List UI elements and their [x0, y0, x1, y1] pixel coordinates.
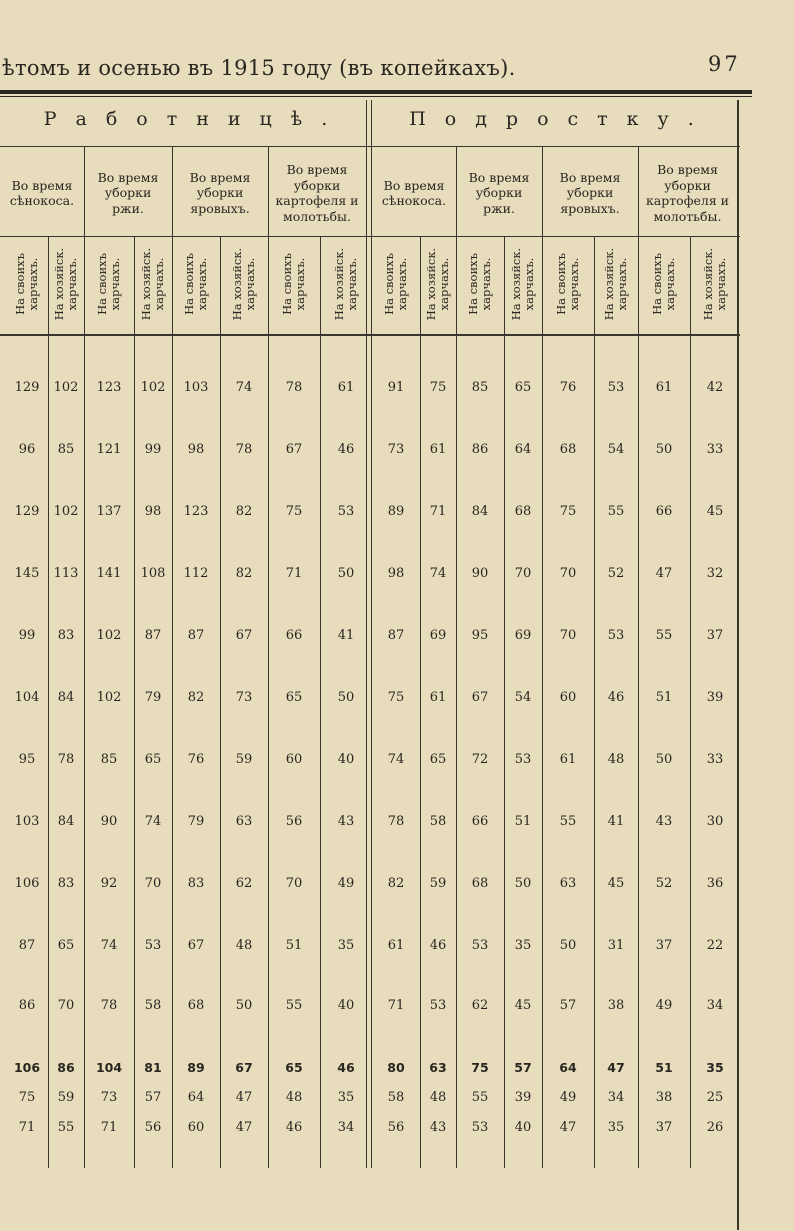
- table-cell: 108: [140, 566, 166, 581]
- summary-cell: 47: [235, 1120, 253, 1135]
- summary-cell: 57: [144, 1090, 162, 1105]
- subheader-host-board: [220, 236, 268, 332]
- table-cell: 59: [235, 752, 253, 767]
- summary-cell: 34: [607, 1090, 625, 1105]
- average-cell: 75: [471, 1060, 489, 1075]
- table-cell: 40: [337, 752, 355, 767]
- summary-cell: 59: [57, 1090, 75, 1105]
- page-title: ѣтомъ и осенью въ 1915 году (въ копейкахъ).: [2, 56, 516, 80]
- table-cell: 86: [471, 442, 489, 457]
- table-cell: 87: [387, 628, 405, 643]
- table-cell: 30: [706, 814, 724, 829]
- summary-cell: 71: [100, 1120, 118, 1135]
- average-cell: 51: [655, 1060, 673, 1075]
- table-cell: 79: [187, 814, 205, 829]
- table-cell: 83: [57, 876, 75, 891]
- table-cell: 37: [655, 938, 673, 953]
- table-cell: 57: [559, 998, 577, 1013]
- period-header: Во время уборки яровыхъ.: [559, 169, 621, 216]
- table-cell: 78: [100, 998, 118, 1013]
- table-cell: 46: [607, 690, 625, 705]
- table-cell: 82: [235, 504, 253, 519]
- table-cell: 66: [655, 504, 673, 519]
- summary-cell: 58: [387, 1090, 405, 1105]
- subheader-label: На хозяйск. харчахъ.: [602, 247, 629, 321]
- table-cell: 62: [471, 998, 489, 1013]
- average-cell: 104: [95, 1060, 123, 1075]
- summary-cell: 55: [57, 1120, 75, 1135]
- table-cell: 61: [429, 690, 447, 705]
- table-cell: 51: [285, 938, 303, 953]
- table-cell: 67: [471, 690, 489, 705]
- table-cell: 38: [607, 998, 625, 1013]
- table-cell: 78: [235, 442, 253, 457]
- summary-cell: 60: [187, 1120, 205, 1135]
- table-cell: 47: [655, 566, 673, 581]
- subheader-label: На своихъ харчахъ.: [280, 253, 307, 315]
- table-cell: 65: [429, 752, 447, 767]
- table-cell: 32: [706, 566, 724, 581]
- table-cell: 75: [387, 690, 405, 705]
- subheader-label: На своихъ харчахъ.: [466, 253, 493, 315]
- table-cell: 37: [706, 628, 724, 643]
- header-bottom-rule: [0, 334, 740, 336]
- header-rule-thick: [0, 90, 752, 94]
- average-cell: 81: [144, 1060, 162, 1075]
- summary-cell: 55: [471, 1090, 489, 1105]
- subheader-own-board: [372, 236, 420, 332]
- table-cell: 74: [100, 938, 118, 953]
- table-cell: 71: [429, 504, 447, 519]
- table-cell: 74: [429, 566, 447, 581]
- summary-cell: 56: [144, 1120, 162, 1135]
- subheader-own-board: [172, 236, 220, 332]
- average-cell: 86: [57, 1060, 75, 1075]
- summary-cell: 47: [235, 1090, 253, 1105]
- table-cell: 48: [607, 752, 625, 767]
- subheader-own-board: [456, 236, 504, 332]
- table-cell: 102: [53, 504, 79, 519]
- table-cell: 99: [144, 442, 162, 457]
- table-cell: 70: [559, 566, 577, 581]
- summary-cell: 71: [18, 1120, 36, 1135]
- table-cell: 65: [144, 752, 162, 767]
- table-cell: 56: [285, 814, 303, 829]
- summary-cell: 37: [655, 1120, 673, 1135]
- table-cell: 141: [96, 566, 122, 581]
- table-cell: 71: [285, 566, 303, 581]
- table-cell: 53: [337, 504, 355, 519]
- subheader-own-board: [268, 236, 320, 332]
- table-cell: 68: [559, 442, 577, 457]
- summary-cell: 49: [559, 1090, 577, 1105]
- summary-cell: 48: [285, 1090, 303, 1105]
- table-cell: 84: [57, 690, 75, 705]
- summary-cell: 35: [337, 1090, 355, 1105]
- page-number: 97: [708, 52, 741, 76]
- table-cell: 66: [285, 628, 303, 643]
- subheader-label: На хозяйск. харчахъ.: [52, 247, 79, 321]
- table-cell: 113: [53, 566, 79, 581]
- table-cell: 35: [337, 938, 355, 953]
- table-cell: 52: [655, 876, 673, 891]
- table-cell: 58: [429, 814, 447, 829]
- table-cell: 50: [655, 752, 673, 767]
- table-cell: 99: [18, 628, 36, 643]
- table-cell: 73: [235, 690, 253, 705]
- table-cell: 50: [514, 876, 532, 891]
- table-cell: 85: [57, 442, 75, 457]
- summary-cell: 75: [18, 1090, 36, 1105]
- table-cell: 83: [57, 628, 75, 643]
- average-cell: 46: [337, 1060, 355, 1075]
- summary-cell: 48: [429, 1090, 447, 1105]
- table-cell: 112: [183, 566, 209, 581]
- table-cell: 87: [187, 628, 205, 643]
- table-cell: 54: [607, 442, 625, 457]
- summary-cell: 25: [706, 1090, 724, 1105]
- average-cell: 35: [706, 1060, 724, 1075]
- table-cell: 41: [337, 628, 355, 643]
- subheader-label: На своихъ харчахъ.: [382, 253, 409, 315]
- summary-cell: 64: [187, 1090, 205, 1105]
- table-cell: 31: [607, 938, 625, 953]
- summary-cell: 34: [337, 1120, 355, 1135]
- table-cell: 35: [514, 938, 532, 953]
- table-cell: 74: [144, 814, 162, 829]
- table-cell: 71: [387, 998, 405, 1013]
- subheader-host-board: [594, 236, 638, 332]
- average-cell: 67: [235, 1060, 253, 1075]
- table-cell: 91: [387, 380, 405, 395]
- table-cell: 90: [471, 566, 489, 581]
- summary-cell: 46: [285, 1120, 303, 1135]
- table-cell: 75: [559, 504, 577, 519]
- table-cell: 50: [337, 690, 355, 705]
- average-cell: 64: [559, 1060, 577, 1075]
- table-cell: 102: [96, 628, 122, 643]
- table-cell: 84: [57, 814, 75, 829]
- table-cell: 73: [387, 442, 405, 457]
- subheader-own-board: [542, 236, 594, 332]
- table-cell: 63: [559, 876, 577, 891]
- table-cell: 46: [337, 442, 355, 457]
- period-rule: [0, 236, 740, 237]
- subheader-label: На своихъ харчахъ.: [182, 253, 209, 315]
- table-cell: 51: [655, 690, 673, 705]
- table-cell: 82: [235, 566, 253, 581]
- table-cell: 103: [14, 814, 40, 829]
- table-cell: 55: [655, 628, 673, 643]
- table-cell: 74: [235, 380, 253, 395]
- table-cell: 78: [285, 380, 303, 395]
- subheader-label: На хозяйск. харчахъ.: [701, 247, 728, 321]
- table-cell: 40: [337, 998, 355, 1013]
- subheader-host-board: [420, 236, 456, 332]
- group-title-women-workers: Работницѣ.: [43, 108, 347, 130]
- table-cell: 75: [285, 504, 303, 519]
- table-cell: 85: [471, 380, 489, 395]
- table-cell: 98: [387, 566, 405, 581]
- table-cell: 68: [514, 504, 532, 519]
- table-cell: 39: [706, 690, 724, 705]
- summary-cell: 53: [471, 1120, 489, 1135]
- table-cell: 98: [187, 442, 205, 457]
- subheader-host-board: [320, 236, 372, 332]
- table-cell: 79: [144, 690, 162, 705]
- table-cell: 53: [607, 380, 625, 395]
- table-cell: 62: [235, 876, 253, 891]
- table-cell: 75: [429, 380, 447, 395]
- table-cell: 83: [187, 876, 205, 891]
- table-cell: 43: [655, 814, 673, 829]
- table-cell: 65: [57, 938, 75, 953]
- table-cell: 74: [387, 752, 405, 767]
- summary-cell: 35: [607, 1120, 625, 1135]
- table-cell: 89: [387, 504, 405, 519]
- table-cell: 45: [514, 998, 532, 1013]
- table-cell: 61: [387, 938, 405, 953]
- table-cell: 85: [100, 752, 118, 767]
- subheader-label: На хозяйск. харчахъ.: [230, 247, 257, 321]
- table-cell: 69: [514, 628, 532, 643]
- subheader-host-board: [134, 236, 172, 332]
- table-cell: 48: [235, 938, 253, 953]
- summary-cell: 73: [100, 1090, 118, 1105]
- summary-cell: 39: [514, 1090, 532, 1105]
- subheader-label: На хозяйск. харчахъ.: [332, 247, 359, 321]
- table-cell: 50: [235, 998, 253, 1013]
- period-header: Во время уборки ржи.: [97, 169, 159, 216]
- table-cell: 55: [285, 998, 303, 1013]
- table-cell: 70: [57, 998, 75, 1013]
- table-cell: 49: [337, 876, 355, 891]
- subheader-label: На своихъ харчахъ.: [554, 253, 581, 315]
- table-cell: 45: [607, 876, 625, 891]
- subheader-own-board: [84, 236, 134, 332]
- table-cell: 66: [471, 814, 489, 829]
- subheader-label: На своихъ харчахъ.: [95, 253, 122, 315]
- table-cell: 61: [429, 442, 447, 457]
- table-cell: 78: [387, 814, 405, 829]
- average-cell: 65: [285, 1060, 303, 1075]
- summary-cell: 43: [429, 1120, 447, 1135]
- table-cell: 87: [18, 938, 36, 953]
- table-cell: 70: [559, 628, 577, 643]
- table-cell: 121: [96, 442, 122, 457]
- table-cell: 64: [514, 442, 532, 457]
- table-cell: 46: [429, 938, 447, 953]
- table-cell: 82: [187, 690, 205, 705]
- summary-cell: 47: [559, 1120, 577, 1135]
- average-cell: 106: [13, 1060, 41, 1075]
- period-header: Во время уборки картофеля и молотьбы.: [275, 162, 359, 224]
- table-cell: 50: [337, 566, 355, 581]
- subheader-label: На своихъ харчахъ.: [13, 253, 40, 315]
- table-cell: 53: [514, 752, 532, 767]
- table-cell: 92: [100, 876, 118, 891]
- table-cell: 129: [14, 380, 40, 395]
- table-cell: 63: [235, 814, 253, 829]
- table-cell: 68: [471, 876, 489, 891]
- table-cell: 61: [655, 380, 673, 395]
- table-cell: 59: [429, 876, 447, 891]
- table-cell: 65: [285, 690, 303, 705]
- header-rule-thin: [0, 96, 752, 97]
- group-title-adolescents: Подростку.: [409, 108, 713, 130]
- table-cell: 123: [183, 504, 209, 519]
- table-cell: 87: [144, 628, 162, 643]
- period-header: Во время сѣнокоса.: [381, 177, 447, 208]
- summary-cell: 26: [706, 1120, 724, 1135]
- table-cell: 70: [285, 876, 303, 891]
- table-cell: 42: [706, 380, 724, 395]
- table-cell: 51: [514, 814, 532, 829]
- table-cell: 103: [183, 380, 209, 395]
- table-cell: 70: [144, 876, 162, 891]
- subheader-own-board: [6, 236, 48, 332]
- table-cell: 33: [706, 442, 724, 457]
- table-cell: 67: [187, 938, 205, 953]
- table-cell: 106: [14, 876, 40, 891]
- table-cell: 70: [514, 566, 532, 581]
- table-cell: 49: [655, 998, 673, 1013]
- table-cell: 98: [144, 504, 162, 519]
- average-cell: 63: [429, 1060, 447, 1075]
- period-header: Во время уборки картофеля и молотьбы.: [645, 162, 730, 224]
- table-cell: 60: [285, 752, 303, 767]
- table-cell: 65: [514, 380, 532, 395]
- table-cell: 50: [559, 938, 577, 953]
- table-cell: 68: [187, 998, 205, 1013]
- table-cell: 76: [559, 380, 577, 395]
- table-cell: 53: [144, 938, 162, 953]
- average-cell: 57: [514, 1060, 532, 1075]
- table-cell: 86: [18, 998, 36, 1013]
- table-cell: 50: [655, 442, 673, 457]
- table-cell: 54: [514, 690, 532, 705]
- period-header: Во время сѣнокоса.: [9, 177, 75, 208]
- table-cell: 53: [607, 628, 625, 643]
- period-header: Во время уборки яровыхъ.: [189, 169, 251, 216]
- table-cell: 61: [559, 752, 577, 767]
- summary-cell: 40: [514, 1120, 532, 1135]
- table-cell: 33: [706, 752, 724, 767]
- table-cell: 82: [387, 876, 405, 891]
- table-cell: 84: [471, 504, 489, 519]
- table-cell: 96: [18, 442, 36, 457]
- period-header: Во время уборки ржи.: [468, 169, 530, 216]
- table-cell: 34: [706, 998, 724, 1013]
- group-rule: [0, 146, 740, 147]
- table-cell: 55: [607, 504, 625, 519]
- subheader-host-board: [690, 236, 740, 332]
- table-cell: 67: [235, 628, 253, 643]
- table-cell: 104: [14, 690, 40, 705]
- table-cell: 52: [607, 566, 625, 581]
- summary-cell: 56: [387, 1120, 405, 1135]
- table-cell: 129: [14, 504, 40, 519]
- table-cell: 90: [100, 814, 118, 829]
- table-cell: 43: [337, 814, 355, 829]
- average-cell: 47: [607, 1060, 625, 1075]
- table-cell: 60: [559, 690, 577, 705]
- subheader-host-board: [504, 236, 542, 332]
- table-cell: 67: [285, 442, 303, 457]
- page-header: [0, 52, 794, 86]
- table-cell: 45: [706, 504, 724, 519]
- summary-cell: 38: [655, 1090, 673, 1105]
- table-cell: 53: [429, 998, 447, 1013]
- table-cell: 55: [559, 814, 577, 829]
- table-cell: 22: [706, 938, 724, 953]
- average-cell: 80: [387, 1060, 405, 1075]
- table-cell: 53: [471, 938, 489, 953]
- table-cell: 41: [607, 814, 625, 829]
- subheader-own-board: [638, 236, 690, 332]
- table-cell: 123: [96, 380, 122, 395]
- table-cell: 61: [337, 380, 355, 395]
- table-cell: 76: [187, 752, 205, 767]
- table-cell: 95: [18, 752, 36, 767]
- table-cell: 58: [144, 998, 162, 1013]
- table-cell: 102: [96, 690, 122, 705]
- table-cell: 78: [57, 752, 75, 767]
- subheader-label: На хозяйск. харчахъ.: [139, 247, 166, 321]
- table-cell: 102: [53, 380, 79, 395]
- table-cell: 95: [471, 628, 489, 643]
- subheader-host-board: [48, 236, 84, 332]
- table-cell: 102: [140, 380, 166, 395]
- subheader-label: На своихъ харчахъ.: [650, 253, 677, 315]
- subheader-label: На хозяйск. харчахъ.: [509, 247, 536, 321]
- table-cell: 69: [429, 628, 447, 643]
- table-cell: 145: [14, 566, 40, 581]
- table-cell: 137: [96, 504, 122, 519]
- subheader-label: На хозяйск. харчахъ.: [424, 247, 451, 321]
- table-cell: 36: [706, 876, 724, 891]
- average-cell: 89: [187, 1060, 205, 1075]
- table-cell: 72: [471, 752, 489, 767]
